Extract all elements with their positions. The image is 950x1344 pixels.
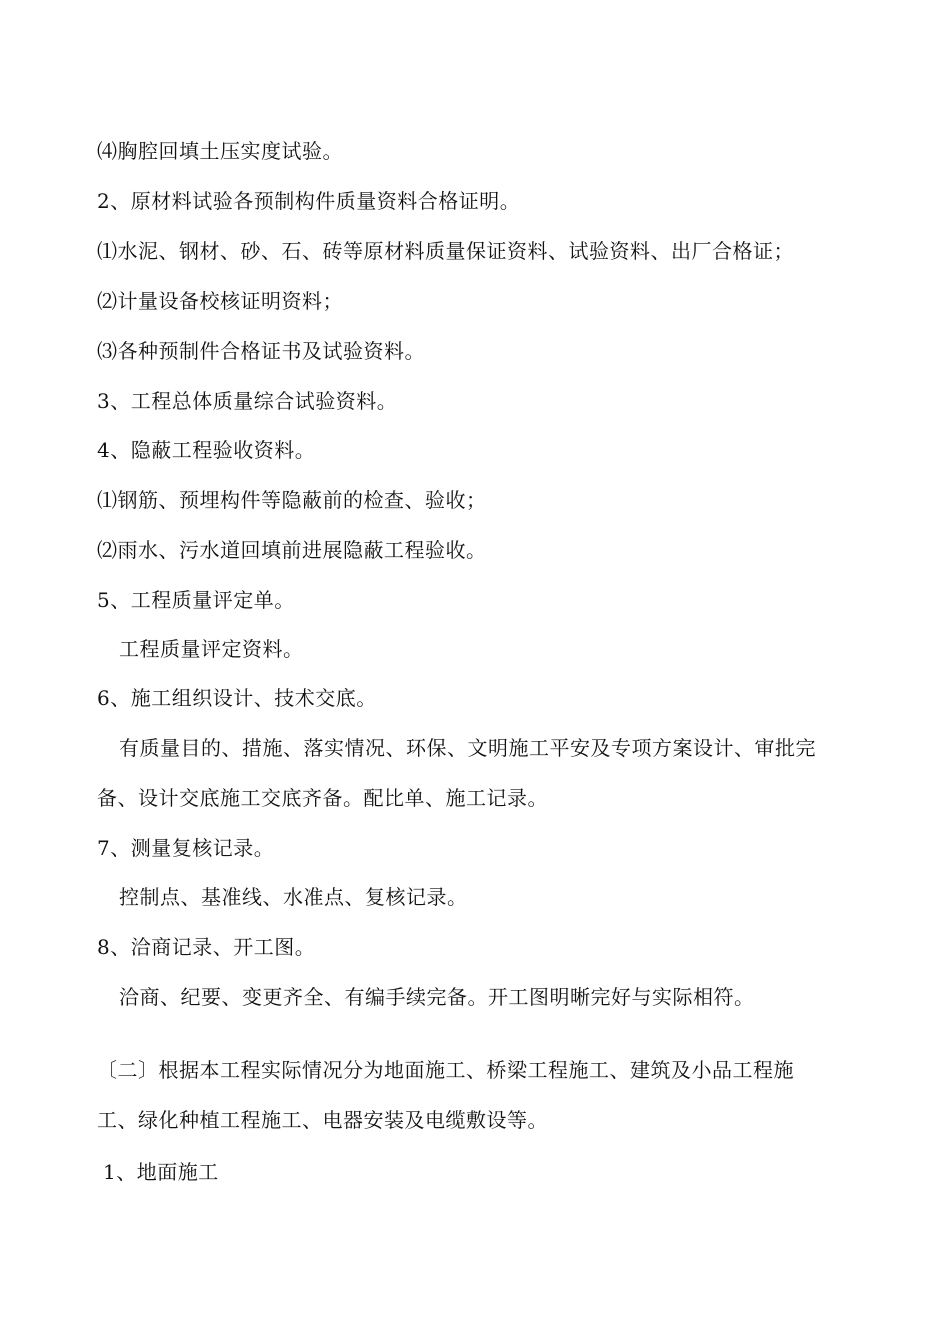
text-line: 备、设计交底施工交底齐备。配比单、施工记录。	[97, 786, 548, 810]
text-line: ⑴水泥、钢材、砂、石、砖等原材料质量保证资料、试验资料、出厂合格证；	[97, 239, 794, 263]
text-line: 3、工程总体质量综合试验资料。	[97, 389, 398, 413]
text-line: 控制点、基准线、水准点、复核记录。	[119, 885, 468, 909]
text-line: ⑵计量设备校核证明资料；	[97, 289, 343, 313]
text-line: ⑷胸腔回填土压实度试验。	[97, 139, 343, 163]
text-line: 4、隐蔽工程验收资料。	[97, 438, 316, 462]
text-line: ⑴钢筋、预埋构件等隐蔽前的检查、验收；	[97, 488, 487, 512]
text-line: 洽商、纪要、变更齐全、有编手续完备。开工图明晰完好与实际相符。	[119, 985, 755, 1009]
text-line: 工、绿化种植工程施工、电器安装及电缆敷设等。	[97, 1108, 548, 1132]
text-line: ⑶各种预制件合格证书及试验资料。	[97, 339, 425, 363]
text-line: 5、工程质量评定单。	[97, 588, 295, 612]
text-line: 工程质量评定资料。	[119, 637, 304, 661]
text-line: 6、施工组织设计、技术交底。	[97, 686, 377, 710]
text-line: 有质量目的、措施、落实情况、环保、文明施工平安及专项方案设计、审批完	[119, 736, 816, 760]
text-line: 1、地面施工	[103, 1160, 219, 1184]
text-line: 2、原材料试验各预制构件质量资料合格证明。	[97, 189, 521, 213]
text-line: 7、测量复核记录。	[97, 836, 275, 860]
text-line: ⑵雨水、污水道回填前进展隐蔽工程验收。	[97, 538, 487, 562]
text-line: 〔二〕根据本工程实际情况分为地面施工、桥梁工程施工、建筑及小品工程施	[97, 1058, 794, 1082]
text-line: 8、洽商记录、开工图。	[97, 935, 316, 959]
